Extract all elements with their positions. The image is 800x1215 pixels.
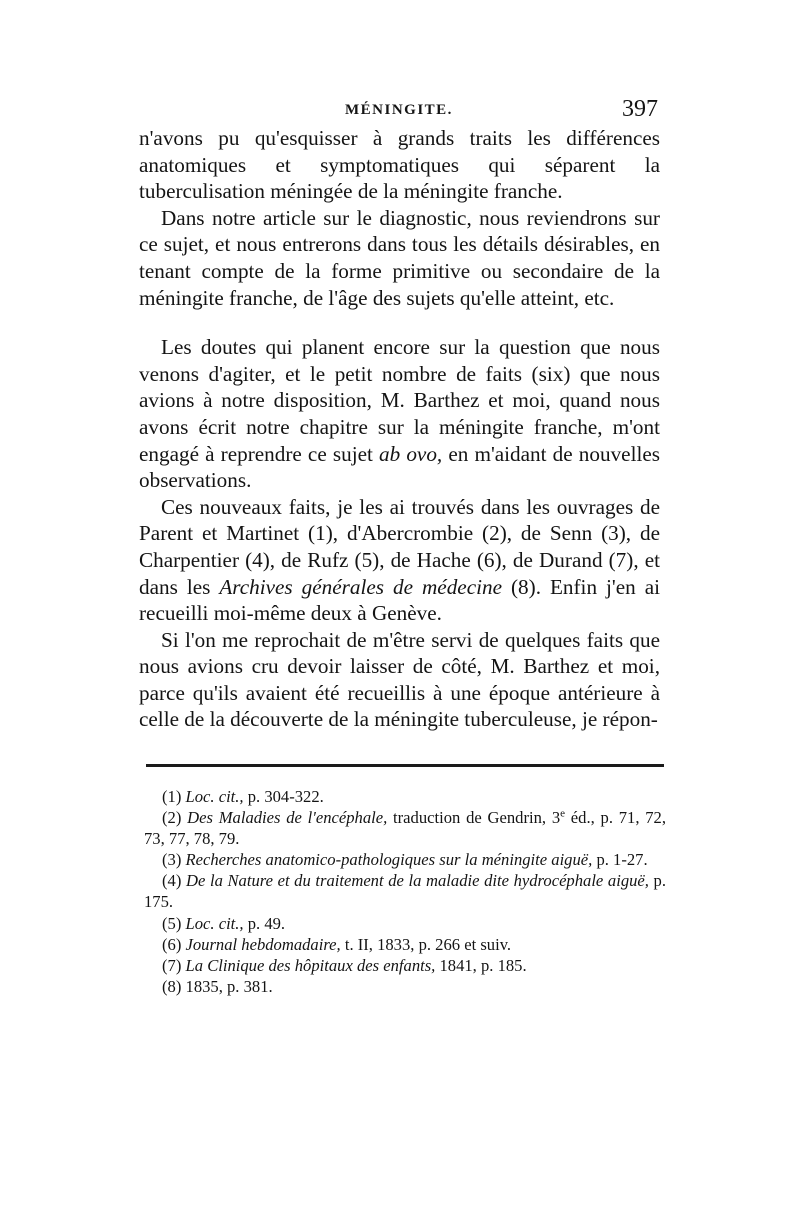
paragraph-4-text-a: Ces nouveaux faits, je les ai trouvés dans les ouvrages de Parent et Martinet (1), d'Abercrombie (2), de Senn (3), de Charpentier (4), de Rufz (5), de Hache (6), de Durand (7), et dans les (139, 494, 660, 599)
footnote-8 (144, 976, 666, 997)
paragraph-4 (139, 494, 660, 627)
footnote-number: (7) (162, 955, 182, 975)
footnote-title: Loc. cit., (185, 787, 244, 806)
footnote-number: (2) (162, 808, 182, 828)
footnote-number: (1) (162, 787, 182, 806)
footnote-6 (144, 934, 666, 955)
paragraph-3-latin-phrase: ab ovo, (379, 441, 443, 466)
footnote-7 (144, 955, 666, 976)
footnote-title: Des Maladies de l'encéphale, (187, 808, 388, 828)
paragraph-3 (139, 334, 660, 494)
page-number: 397 (622, 96, 658, 122)
footnote-separator-rule (146, 764, 664, 767)
paragraph-5: Si l'on me reprochait de m'être servi de quelques faits que nous avions cru devoir laisser de côté, M. Barthez et moi, parce qu'ils avaient été recueillis à une époque antérieure à celle de la découverte de la méningite tuberculeuse, je répon- (139, 627, 660, 732)
running-head (140, 96, 660, 124)
footnote-text: 1835, p. 381. (185, 976, 273, 996)
footnote-text: t. II, 1833, p. 266 et suiv. (340, 934, 512, 954)
footnote-4 (144, 870, 666, 912)
footnote-text: p. 304-322. (243, 787, 324, 806)
footnote-2 (144, 807, 666, 849)
paragraph-2: Dans notre article sur le diagnostic, nous reviendrons sur ce sujet, et nous entrerons dans tous les détails désirables, en tenant compte de la forme primitive ou secondaire de la méningite franche, de l'âge des sujets qu'elle atteint, etc. (139, 205, 660, 310)
footnote-text: 1841, p. 185. (435, 955, 527, 975)
footnote-title: Loc. cit., (185, 913, 244, 933)
footnote-number: (6) (162, 934, 182, 954)
footnote-text-continued: éd., p. 71, 72, 73, 77, 78, 79. (144, 808, 666, 849)
paragraph-4-journal-title: Archives générales de médecine (219, 574, 502, 599)
footnote-1 (144, 786, 666, 807)
footnote-number: (5) (162, 913, 182, 933)
main-text (139, 125, 660, 733)
footnote-number: (4) (162, 871, 182, 891)
footnote-text: p. 49. (243, 913, 286, 933)
footnote-superscript: e (560, 807, 566, 820)
footnote-number: (8) (162, 976, 182, 996)
footnote-3 (144, 849, 666, 870)
footnote-text: traduction de Gendrin, 3 (387, 808, 561, 828)
footnote-title: Journal hebdomadaire, (185, 934, 341, 954)
footnote-title: La Clinique des hôpitaux des enfants, (185, 955, 436, 975)
footnote-5 (144, 913, 666, 934)
paragraph-4-text-b: (8). Enfin j'en ai recueilli moi-même deux à Genève. (139, 574, 660, 626)
footnotes (144, 786, 666, 997)
paragraph-1: n'avons pu qu'esquisser à grands traits les différences anatomiques et symptomatiques qui séparent la tuberculisation méningée de la méningite franche. (139, 126, 660, 204)
footnote-number: (3) (162, 850, 182, 870)
footnote-text: p. 1-27. (592, 850, 648, 870)
running-title: MÉNINGITE. (345, 102, 453, 118)
paragraph-3-text-b: en m'aidant de nouvelles observations. (139, 441, 660, 493)
footnote-title: De la Nature et du traitement de la maladie dite hydrocéphale aiguë, (185, 871, 649, 891)
footnote-title: Recherches anatomico-pathologiques sur la méningite aiguë, (185, 850, 593, 870)
footnote-text: p. 175. (144, 871, 667, 912)
paragraph-3-text-a: Les doutes qui planent encore sur la question que nous venons d'agiter, et le petit nombre de faits (six) que nous avions à notre disposition, M. Barthez et moi, quand nous avons écrit notre chapitre sur la méningite franche, m'ont engagé à reprendre ce sujet (139, 335, 660, 466)
